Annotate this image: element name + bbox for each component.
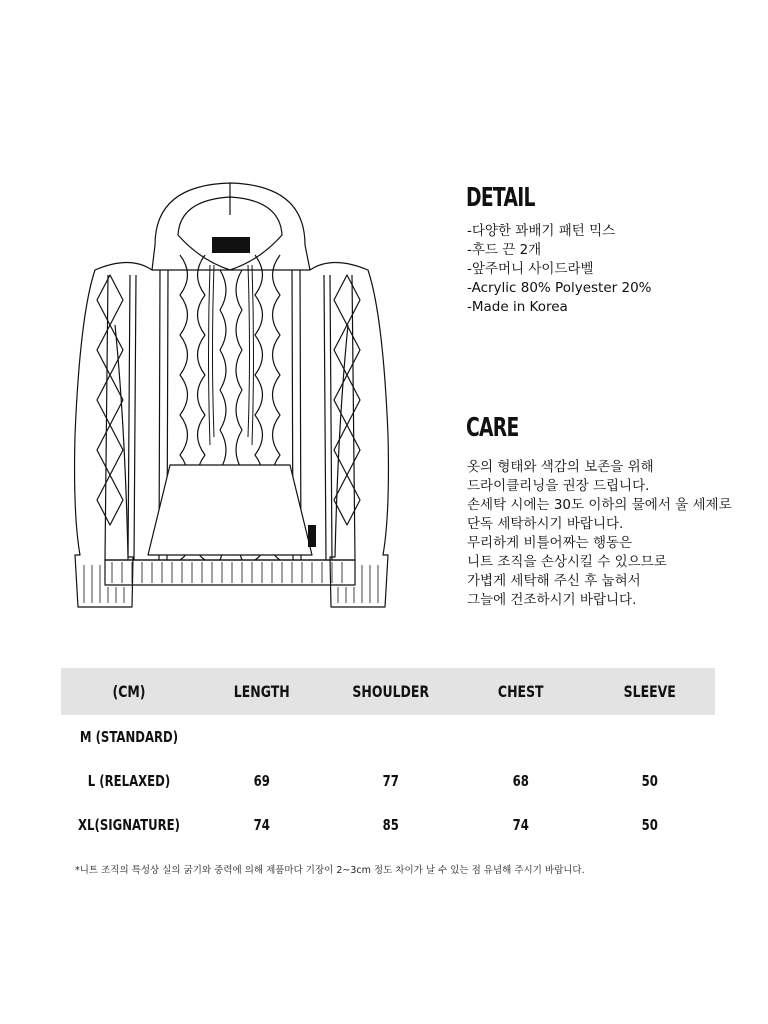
table-row <box>61 759 715 803</box>
table-row <box>61 715 715 759</box>
header-cell: SLEEVE <box>624 682 677 701</box>
detail-heading: DETAIL <box>466 183 535 213</box>
table-cell: 68 <box>512 772 529 790</box>
detail-line: -앞주머니 사이드라벨 <box>467 261 594 277</box>
care-line: 옷의 형태와 색감의 보존을 위해 <box>467 459 654 475</box>
header-cell: CHEST <box>497 682 544 701</box>
care-line: 무리하게 비틀어짜는 행동은 <box>467 535 633 551</box>
header-cell: LENGTH <box>233 682 290 701</box>
size-table-header <box>61 668 715 715</box>
care-line: 그늘에 건조하시기 바랍니다. <box>467 592 637 608</box>
detail-list <box>467 222 652 317</box>
care-line: 드라이클리닝을 권장 드립니다. <box>467 478 650 494</box>
care-heading: CARE <box>466 413 519 443</box>
hoodie-illustration <box>60 175 405 615</box>
detail-line: -후드 끈 2개 <box>467 242 542 258</box>
table-cell: 50 <box>642 816 659 834</box>
table-cell: 74 <box>512 816 529 834</box>
care-line: 니트 조직을 손상시킬 수 있으므로 <box>467 554 667 570</box>
table-cell: 85 <box>383 816 400 834</box>
header-cell: (CM) <box>112 682 146 701</box>
detail-line: -다양한 꽈배기 패턴 믹스 <box>467 223 616 239</box>
table-cell: 74 <box>253 816 270 834</box>
header-cell: SHOULDER <box>352 682 430 701</box>
care-list <box>467 458 732 610</box>
size-label: L (RELAXED) <box>87 772 171 790</box>
detail-line: -Made in Korea <box>467 299 568 315</box>
detail-line: -Acrylic 80% Polyester 20% <box>467 280 652 296</box>
size-label: M (STANDARD) <box>79 728 179 746</box>
table-cell: 50 <box>642 772 659 790</box>
table-cell: 69 <box>253 772 270 790</box>
care-line: 손세탁 시에는 30도 이하의 물에서 울 세제로 <box>467 497 732 513</box>
size-note: *니트 조직의 특성상 실의 굵기와 중력에 의해 제품마다 기장이 2~3cm 정도 차이가 날 수 있는 점 유념해 주시기 바랍니다. <box>75 865 585 876</box>
table-row <box>61 803 715 847</box>
table-cell: 77 <box>383 772 400 790</box>
care-line: 가볍게 세탁해 주신 후 눕혀서 <box>467 573 641 589</box>
size-table <box>61 668 715 847</box>
care-line: 단독 세탁하시기 바랍니다. <box>467 516 624 532</box>
size-label: XL(SIGNATURE) <box>77 816 180 834</box>
